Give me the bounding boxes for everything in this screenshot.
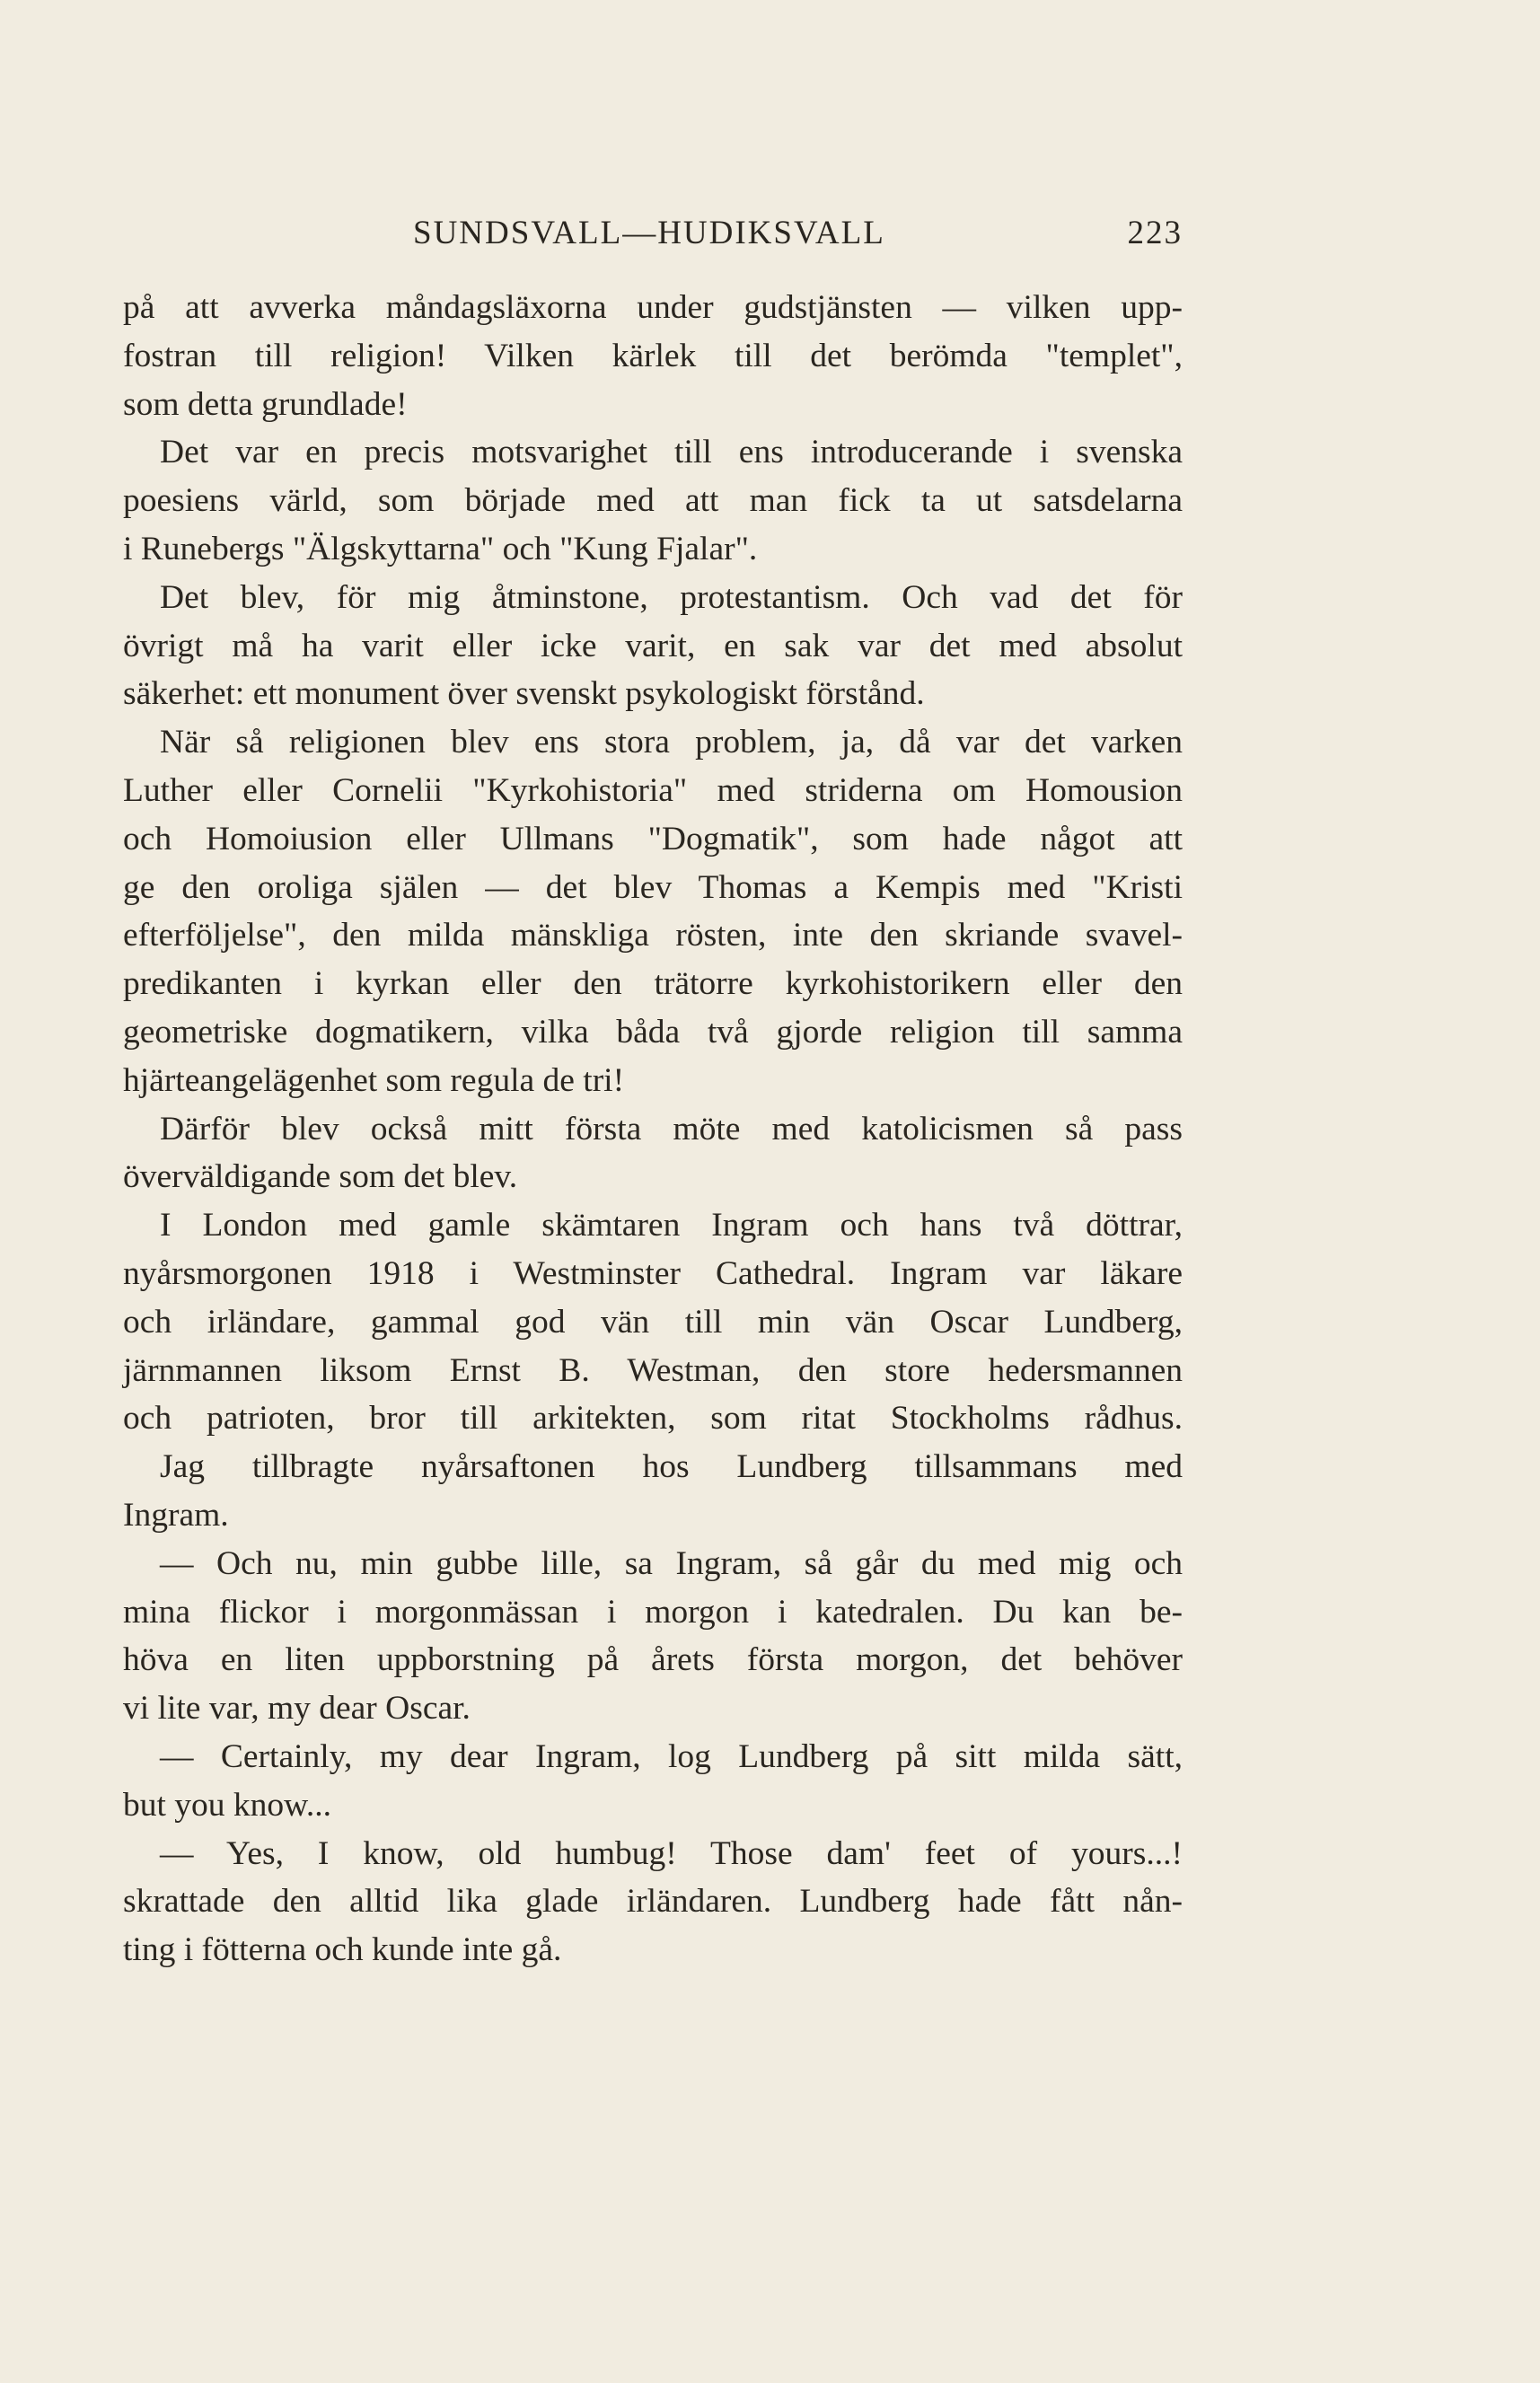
text-line: och patrioten, bror till arkitekten, som ritat Stockholms rådhus. (123, 1400, 1183, 1438)
body-text (123, 284, 1183, 1974)
text-line: övrigt må ha varit eller icke varit, en sak var det med absolut (123, 627, 1183, 664)
page-number: 223 (1127, 215, 1183, 251)
text-line: Därför blev också mitt första möte med katolicismen så pass (160, 1110, 1183, 1148)
text-line: ge den oroliga själen — det blev Thomas a Kempis med "Kristi (123, 868, 1183, 906)
text-line: och Homoiusion eller Ullmans "Dogmatik", som hade något att (123, 820, 1183, 857)
text-line: Det blev, för mig åtminstone, protestantism. Och vad det för (160, 578, 1183, 616)
text-line: Luther eller Cornelii "Kyrkohistoria" med striderna om Homousion (123, 771, 1183, 809)
text-line: på att avverka måndagsläxorna under gudstjänsten — vilken upp- (123, 289, 1183, 326)
text-line: som detta grundlade! (123, 385, 408, 423)
text-line: geometriske dogmatikern, vilka båda två gjorde religion till samma (123, 1013, 1183, 1051)
text-line: fostran till religion! Vilken kärlek till det berömda "templet", (123, 337, 1183, 374)
text-line: but you know... (123, 1786, 331, 1824)
text-line: — Och nu, min gubbe lille, sa Ingram, så går du med mig och (160, 1544, 1183, 1582)
text-line: I London med gamle skämtaren Ingram och hans två döttrar, (160, 1207, 1183, 1244)
text-line: mina flickor i morgonmässan i morgon i katedralen. Du kan be- (123, 1593, 1183, 1631)
text-line: hjärteangelägenhet som regula de tri! (123, 1061, 625, 1099)
text-line: ting i fötterna och kunde inte gå. (123, 1931, 562, 1969)
text-line: vi lite var, my dear Oscar. (123, 1690, 471, 1728)
text-line: När så religionen blev ens stora problem, ja, då var det varken (160, 724, 1183, 761)
text-line: poesiens värld, som började med att man fick ta ut satsdelarna (123, 482, 1183, 520)
running-head: SUNDSVALL—HUDIKSVALL (413, 215, 885, 251)
text-line: Jag tillbragte nyårsaftonen hos Lundberg tillsammans med (160, 1448, 1183, 1486)
text-line: höva en liten uppborstning på årets första morgon, det behöver (123, 1641, 1183, 1679)
text-line: Ingram. (123, 1496, 229, 1534)
text-line: i Runebergs "Älgskyttarna" och "Kung Fjalar". (123, 530, 758, 567)
text-line: järnmannen liksom Ernst B. Westman, den store hedersmannen (123, 1351, 1183, 1389)
text-line: — Certainly, my dear Ingram, log Lundberg på sitt milda sätt, (160, 1737, 1183, 1775)
text-line: skrattade den alltid lika glade irländaren. Lundberg hade fått nån- (123, 1883, 1183, 1921)
text-line: efterföljelse", den milda mänskliga rösten, inte den skriande svavel- (123, 917, 1183, 954)
text-line: predikanten i kyrkan eller den trätorre kyrkohistorikern eller den (123, 965, 1183, 1003)
text-line: överväldigande som det blev. (123, 1158, 518, 1196)
text-line: och irländare, gammal god vän till min vän Oscar Lundberg, (123, 1303, 1183, 1341)
text-line: nyårsmorgonen 1918 i Westminster Cathedral. Ingram var läkare (123, 1254, 1183, 1292)
text-line: säkerhet: ett monument över svenskt psykologiskt förstånd. (123, 675, 925, 713)
text-line: — Yes, I know, old humbug! Those dam' feet of yours...! (160, 1834, 1183, 1872)
text-line: Det var en precis motsvarighet till ens introducerande i svenska (160, 434, 1183, 471)
